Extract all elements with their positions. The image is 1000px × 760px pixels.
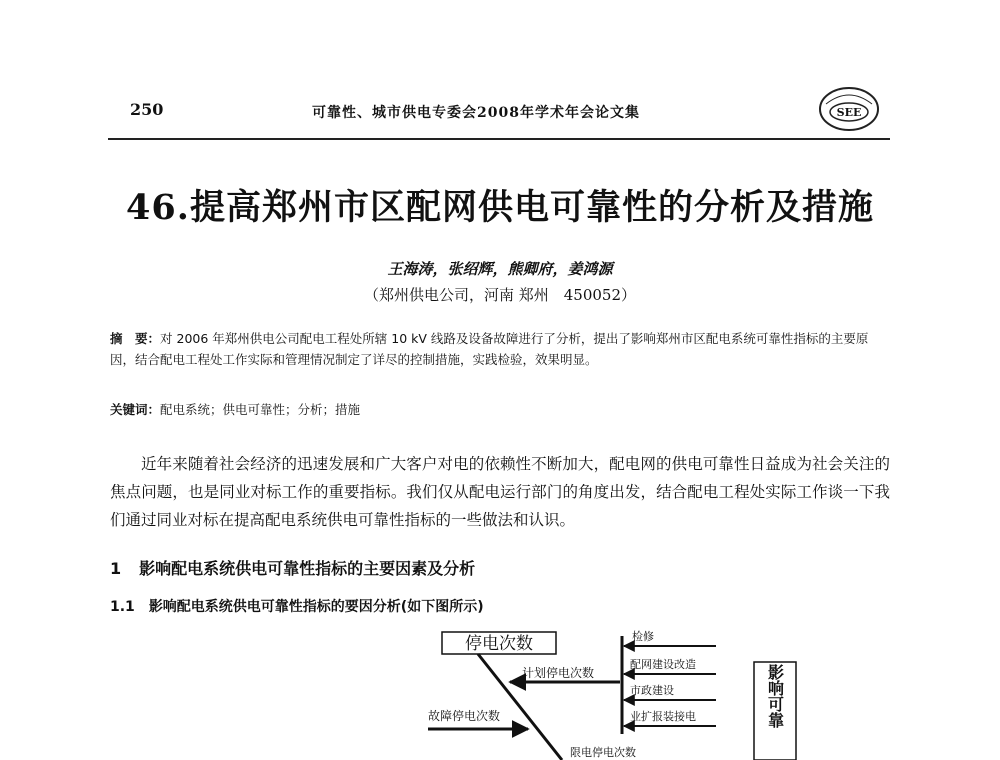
subsection-title: 影响配电系统供电可靠性指标的要因分析(如下图所示): [148, 599, 484, 615]
subsection-number: 1.1: [110, 599, 135, 615]
abstract-label: 摘 要：: [110, 331, 161, 346]
logo-text: SEE: [836, 106, 862, 119]
authors: 王海涛，张绍辉，熊卿府，姜鸿源: [387, 260, 613, 278]
limited-label: 限电停电次数: [570, 746, 636, 759]
intro-paragraph: 近年来随着社会经济的迅速发展和广大客户对电的依赖性不断加大，配电网的供电可靠性日益成为社会关注的焦点问题，也是同业对标工作的重要指标。我们仅从配电运行部门的角度出发，结合配电工程处实际工作谈一下我们通过同业对标在提高配电系统供电可靠性指标的一些做法和认识。: [110, 455, 890, 529]
header-rule: [108, 138, 890, 140]
running-header: 可靠性、城市供电专委会2008年学术年会论文集: [312, 105, 640, 121]
cause-label-4: 业扩报装接电: [630, 710, 696, 723]
section-1-heading: [110, 556, 475, 579]
keywords-text: 配电系统；供电可靠性；分析；措施: [160, 402, 361, 417]
fishbone-diagram: [410, 622, 910, 760]
section-title: 影响配电系统供电可靠性指标的主要因素及分析: [139, 559, 476, 578]
cause-label-2: 配网建设改造: [630, 658, 696, 671]
page-number: 250: [130, 100, 164, 119]
keywords-label: 关键词：: [110, 402, 161, 417]
keywords: [110, 400, 870, 418]
affiliation: （郑州供电公司，河南 郑州 450052）: [363, 286, 637, 304]
effect-box-label: 影响可靠: [765, 664, 785, 728]
planned-label: 计划停电次数: [522, 666, 595, 680]
fault-label: 故障停电次数: [428, 709, 501, 723]
head-box-label: 停电次数: [465, 634, 533, 654]
section-1-1-heading: [110, 596, 484, 616]
cause-label-1: 检修: [632, 630, 654, 643]
section-number: 1: [110, 559, 122, 578]
cause-label-3: 市政建设: [630, 684, 674, 697]
abstract: [110, 328, 870, 370]
society-logo: [818, 86, 880, 132]
abstract-text: 对 2006 年郑州供电公司配电工程处所辖 10 kV 线路及设备故障进行了分析，提出了影响郑州市区配电系统可靠性指标的主要原因，结合配电工程处工作实际和管理情况制定了详尽的控制措施，实践检验，效果明显。: [110, 331, 869, 367]
paper-title: 46.提高郑州市区配网供电可靠性的分析及措施: [126, 187, 874, 228]
